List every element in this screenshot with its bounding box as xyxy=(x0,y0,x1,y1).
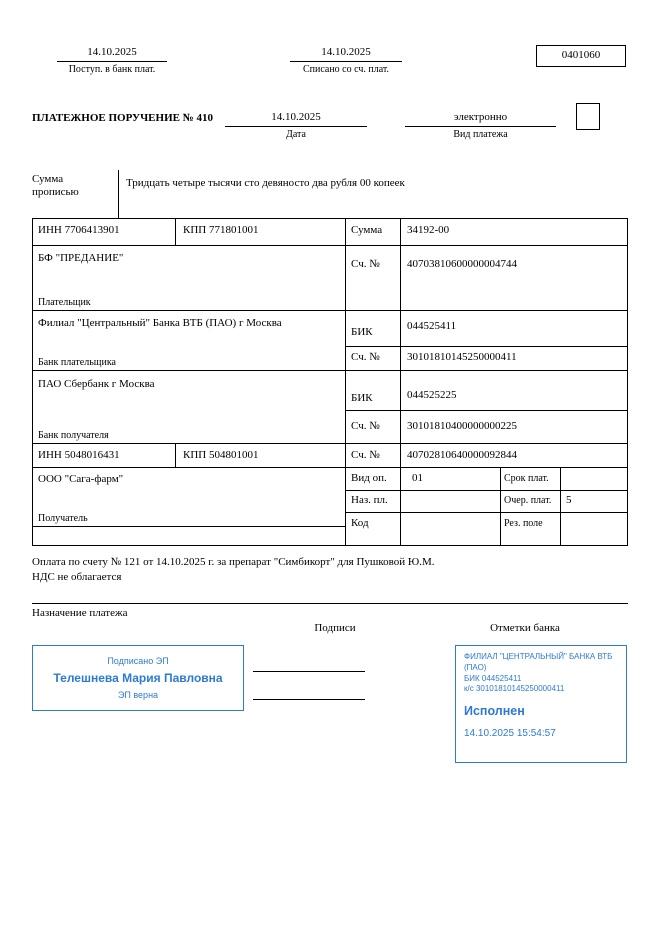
purpose-caption: Назначение платежа xyxy=(32,607,128,619)
payment-type-value: электронно xyxy=(453,111,508,123)
payer-caption: Плательщик xyxy=(38,297,91,308)
code-label: Код xyxy=(351,517,369,529)
payer-bank-bik-label: БИК xyxy=(351,326,373,338)
bank-stamp-bik: БИК 044525411 xyxy=(464,673,522,683)
table-divider-inn-kpp-payer xyxy=(175,218,176,245)
table-line-payeebank-bik xyxy=(345,410,628,411)
document-date-underline xyxy=(225,126,367,127)
received-date-underline xyxy=(57,61,167,62)
table-divider-labels xyxy=(345,218,346,545)
bank-stamp-status: Исполнен xyxy=(464,704,525,719)
priority-value: 5 xyxy=(566,494,572,506)
table-divider-inn-kpp-payee xyxy=(175,443,176,467)
payee-name: ООО "Сага-фарм" xyxy=(38,473,124,485)
form-code: 0401060 xyxy=(561,49,601,61)
amount-value: 34192-00 xyxy=(407,224,450,236)
purpose-code-label: Наз. пл. xyxy=(351,494,388,506)
payee-bank-bik-label: БИК xyxy=(351,392,373,404)
ep-signer-name: Телешнева Мария Павловна xyxy=(53,671,223,685)
payee-caption: Получатель xyxy=(38,513,88,524)
table-line-optype xyxy=(345,490,628,491)
signature-line-1 xyxy=(253,671,365,672)
payer-bank-account: 30101810145250000411 xyxy=(407,351,517,363)
table-line-payerbank-bik xyxy=(345,346,628,347)
document-title: ПЛАТЕЖНОЕ ПОРУЧЕНИЕ № 410 xyxy=(32,112,214,124)
table-right-border xyxy=(627,218,628,545)
table-line-payee-inn xyxy=(32,467,628,468)
payee-inn: ИНН 5048016431 xyxy=(38,449,120,461)
payee-bank-bik: 044525225 xyxy=(407,389,457,401)
document-date-label: Дата xyxy=(286,129,306,140)
payer-name: БФ "ПРЕДАНИЕ" xyxy=(38,252,124,264)
payee-kpp: КПП 504801001 xyxy=(183,449,259,461)
bank-stamp-corr-account: к/с 30101810145250000411 xyxy=(464,684,565,694)
table-line-payer xyxy=(32,310,628,311)
payer-inn: ИНН 7706413901 xyxy=(38,224,120,236)
purpose-line-1: Оплата по счету № 121 от 14.10.2025 г. за препарат "Симбикорт" для Пушковой Ю.М. xyxy=(32,556,435,568)
amount-words-label: Сумма прописью xyxy=(32,173,79,199)
amount-words-divider xyxy=(118,170,119,218)
debited-date-underline xyxy=(290,61,402,62)
table-divider-values xyxy=(400,218,401,545)
reserve-field-label: Рез. поле xyxy=(504,518,543,529)
table-line-payee-caption xyxy=(32,526,346,527)
payer-kpp: КПП 771801001 xyxy=(183,224,259,236)
table-top-border xyxy=(32,218,628,219)
payer-bank-caption: Банк плательщика xyxy=(38,357,116,368)
amount-words-value: Тридцать четыре тысячи сто девяносто два рубля 00 копеек xyxy=(126,177,405,189)
purpose-underline xyxy=(32,603,628,604)
payee-bank-name: ПАО Сбербанк г Москва xyxy=(38,378,155,390)
amount-label: Сумма xyxy=(351,224,383,236)
document-date-value: 14.10.2025 xyxy=(271,111,321,123)
signature-line-2 xyxy=(253,699,365,700)
received-date-label: Поступ. в банк плат. xyxy=(68,64,156,75)
payee-bank-account: 30101810400000000225 xyxy=(407,420,517,432)
payer-account-label: Сч. № xyxy=(351,258,380,270)
table-line-payerbank xyxy=(32,370,628,371)
ep-signed-label: Подписано ЭП xyxy=(107,656,169,666)
payee-account: 40702810640000092844 xyxy=(407,449,517,461)
op-type-label: Вид оп. xyxy=(351,472,387,484)
table-left-border xyxy=(32,218,33,545)
table-bottom-border xyxy=(32,545,628,546)
ep-valid-label: ЭП верна xyxy=(117,690,159,700)
payer-bank-name: Филиал "Центральный" Банка ВТБ (ПАО) г Москва xyxy=(38,317,282,329)
table-line-inn-row xyxy=(32,245,628,246)
signatures-label: Подписи xyxy=(314,622,356,634)
op-type-value: 01 xyxy=(412,472,423,484)
form-code-box xyxy=(536,45,626,67)
priority-label: Очер. плат. xyxy=(504,495,552,506)
payee-bank-account-label: Сч. № xyxy=(351,420,380,432)
received-date-value: 14.10.2025 xyxy=(87,46,137,58)
table-divider-grid-2 xyxy=(560,467,561,545)
payment-type-label: Вид платежа xyxy=(453,129,508,140)
electronic-signature-stamp xyxy=(32,645,244,711)
bank-marks-label: Отметки банка xyxy=(490,622,560,634)
bank-stamp-bank-name: ФИЛИАЛ "ЦЕНТРАЛЬНЫЙ" БАНКА ВТБ (ПАО) xyxy=(464,652,613,672)
payee-account-label: Сч. № xyxy=(351,449,380,461)
debited-date-value: 14.10.2025 xyxy=(321,46,371,58)
header-empty-box xyxy=(576,103,600,130)
purpose-line-2: НДС не облагается xyxy=(32,571,122,583)
bank-execution-stamp xyxy=(455,645,627,763)
payer-bank-account-label: Сч. № xyxy=(351,351,380,363)
table-line-payeebank xyxy=(32,443,628,444)
payer-account: 40703810600000004744 xyxy=(407,258,517,270)
debited-date-label: Списано со сч. плат. xyxy=(302,64,390,75)
payee-bank-caption: Банк получателя xyxy=(38,430,109,441)
pay-term-label: Срок плат. xyxy=(504,473,549,484)
payer-bank-bik: 044525411 xyxy=(407,320,457,332)
table-line-priority xyxy=(345,512,628,513)
table-divider-grid-1 xyxy=(500,467,501,545)
payment-type-underline xyxy=(405,126,556,127)
bank-stamp-datetime: 14.10.2025 15:54:57 xyxy=(464,728,556,740)
